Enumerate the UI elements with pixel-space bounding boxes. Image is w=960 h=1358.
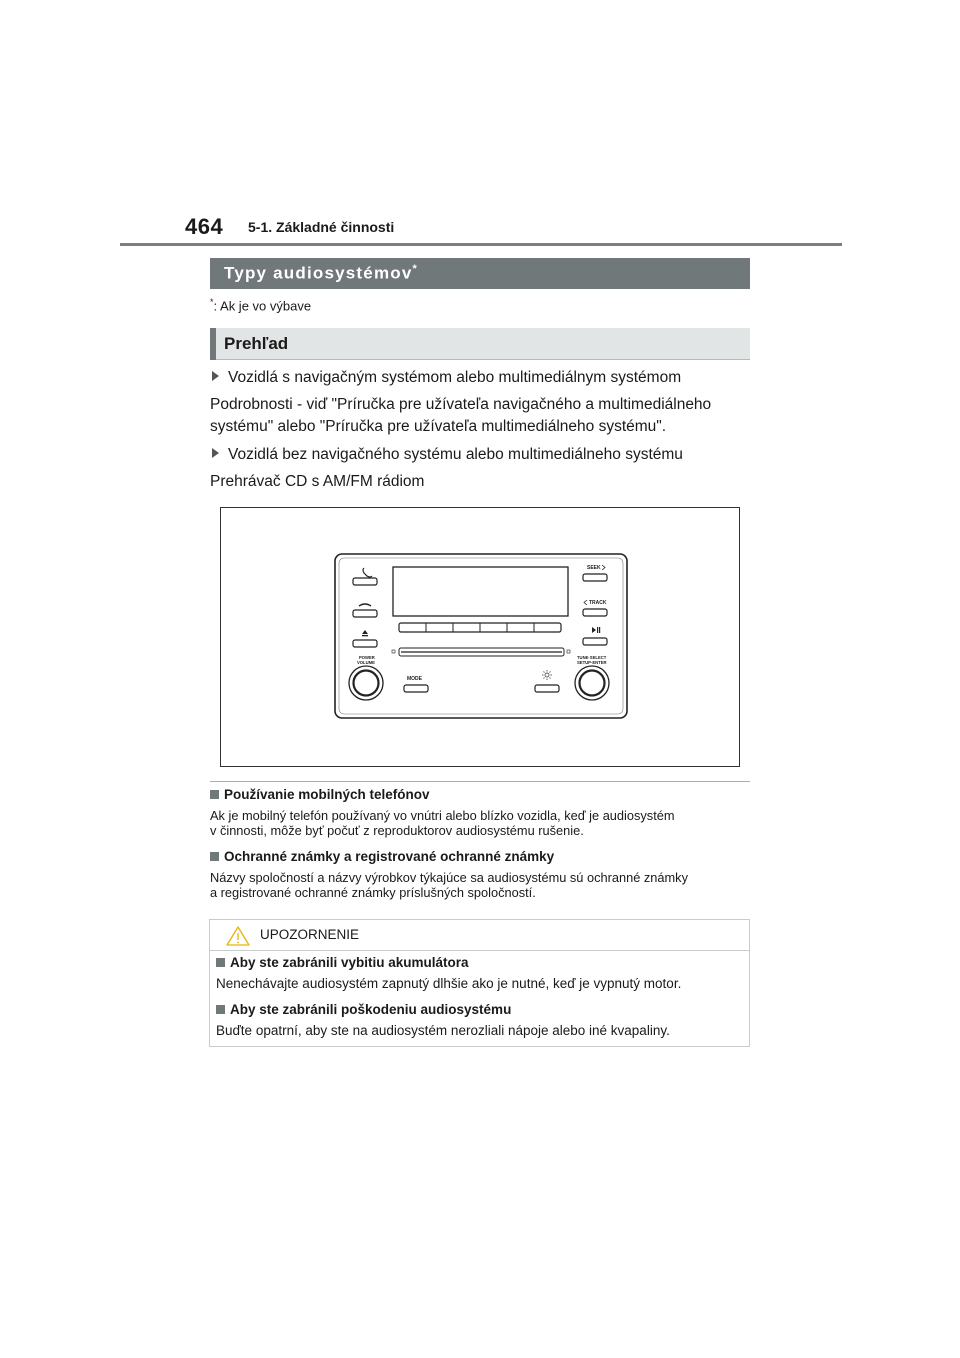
list-item-text: Vozidlá bez navigačného systému alebo multimediálneho systému	[228, 446, 683, 463]
play-pause-button[interactable]	[583, 638, 607, 645]
tune-select-knob-inner	[580, 671, 605, 696]
square-bullet-icon	[210, 852, 219, 861]
square-bullet-icon	[216, 958, 225, 967]
paragraph-line: systému" alebo "Príručka pre užívateľa multimediálneho systému".	[210, 418, 667, 435]
tune-select-label: TUNE·SELECT	[577, 655, 607, 660]
caution-item-text: Nenechávajte audiosystém zapnutý dlhšie ako je nutné, keď je vypnutý motor.	[216, 976, 682, 991]
caution-item-heading	[216, 955, 469, 970]
warning-triangle-icon	[226, 926, 250, 946]
caution-item-heading	[216, 1002, 511, 1017]
seek-label: SEEK	[587, 565, 601, 571]
triangle-bullet-icon	[212, 448, 219, 458]
note-body	[210, 870, 755, 900]
note-body	[210, 808, 755, 838]
pickup-button[interactable]	[353, 578, 377, 585]
power-label: POWER	[359, 655, 375, 660]
note-heading-text: Ochranné známky a registrované ochranné známky	[224, 849, 555, 864]
square-bullet-icon	[216, 1005, 225, 1014]
caution-title: UPOZORNENIE	[260, 927, 360, 942]
list-item-text: Vozidlá s navigačným systémom alebo multimediálnym systémom	[228, 369, 682, 386]
paragraph-cd-player: Prehrávač CD s AM/FM rádiom	[210, 473, 425, 490]
note-heading	[210, 849, 554, 864]
page-number: 464	[185, 214, 224, 239]
caution-heading-text: Aby ste zabránili poškodeniu audiosystému	[230, 1002, 512, 1017]
track-button[interactable]	[583, 609, 607, 616]
header-rule	[120, 243, 842, 246]
subtitle-box	[210, 328, 750, 360]
subtitle: Prehľad	[224, 334, 289, 353]
setup-enter-label: SETUP·ENTER	[577, 660, 607, 665]
hangup-button[interactable]	[353, 610, 377, 617]
note-heading-text: Používanie mobilných telefónov	[224, 787, 430, 802]
power-volume-knob-inner	[354, 671, 379, 696]
caution-box	[209, 919, 750, 1047]
list-item-navigation	[212, 369, 681, 387]
title-asterisk: *	[412, 263, 417, 275]
mode-button[interactable]	[404, 685, 428, 692]
audio-unit-illustration	[221, 508, 739, 766]
caution-item-text: Buďte opatrní, aby ste na audiosystém nerozliali nápoje alebo iné kvapaliny.	[216, 1023, 670, 1038]
note-line: Ak je mobilný telefón používaný vo vnútri alebo blízko vozidla, keď je audiosystém	[210, 808, 675, 823]
seek-button[interactable]	[583, 574, 607, 581]
footnote-text: : Ak je vo výbave	[213, 298, 312, 314]
figure-divider	[210, 781, 750, 782]
volume-label: VOLUME	[357, 660, 375, 665]
dimmer-button[interactable]	[535, 685, 559, 692]
triangle-bullet-icon	[212, 371, 219, 381]
display-screen	[393, 567, 568, 616]
footnote	[210, 297, 311, 313]
section-path: 5-1. Základné činnosti	[248, 219, 395, 235]
paragraph-navigation	[210, 394, 750, 438]
note-heading	[210, 787, 430, 802]
square-bullet-icon	[210, 790, 219, 799]
note-line: a registrované ochranné známky príslušných spoločností.	[210, 885, 536, 900]
caution-heading-text: Aby ste zabránili vybitiu akumulátora	[230, 955, 469, 970]
caution-header	[210, 920, 749, 951]
paragraph-line: Podrobnosti - viď "Príručka pre užívateľa navigačného a multimediálneho	[210, 396, 712, 413]
footnote-asterisk: *	[210, 297, 214, 307]
audio-unit-figure	[220, 507, 740, 767]
track-label: TRACK	[589, 600, 607, 606]
list-item-no-navigation	[212, 446, 683, 464]
eject-button[interactable]	[353, 640, 377, 647]
note-line: v činnosti, môže byť počuť z reproduktorov audiosystému rušenie.	[210, 823, 584, 838]
note-line: Názvy spoločností a názvy výrobkov týkajúce sa audiosystému sú ochranné známky	[210, 870, 688, 885]
section-title-bar	[210, 258, 750, 289]
subtitle-accent-bar	[210, 328, 216, 360]
section-title: Typy audiosystémov	[224, 263, 413, 283]
mode-label: MODE	[407, 676, 422, 682]
